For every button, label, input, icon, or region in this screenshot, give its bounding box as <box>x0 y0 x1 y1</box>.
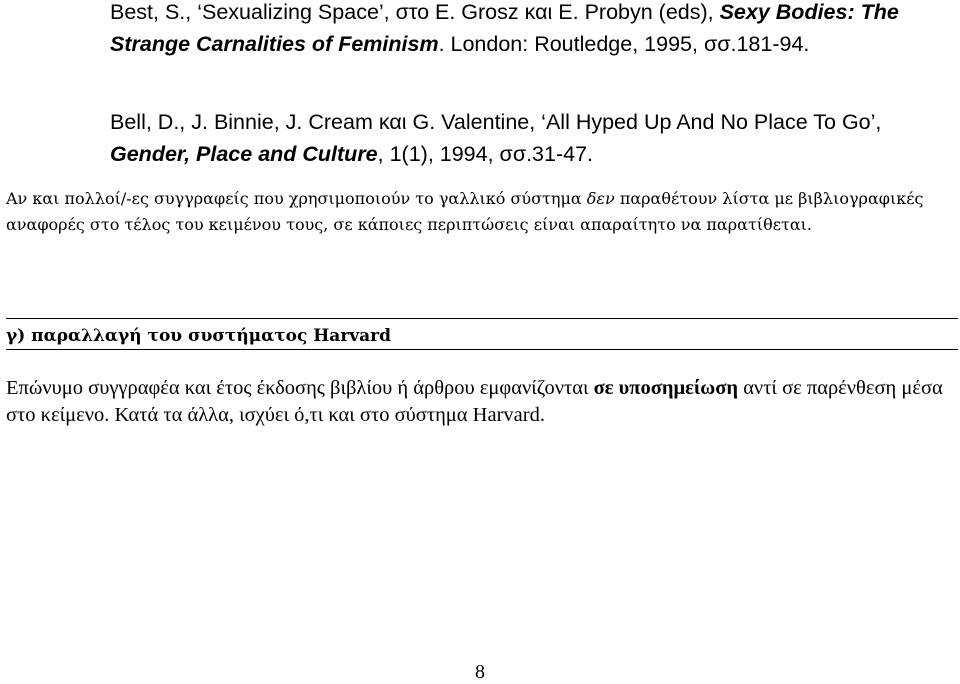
reference-best <box>110 0 950 60</box>
reference-bell-prefix: Bell, D., J. Binnie, J. Cream και G. Valentine, ‘All Hyped Up And No Place To Go’, <box>110 110 882 134</box>
section-rule-top <box>6 318 958 319</box>
note-text-before: Αν και πολλοί/-ες συγγραφείς που χρησιμοποιούν το γαλλικό σύστημα <box>6 189 587 208</box>
section-rule-bottom <box>6 349 958 350</box>
reference-bell-suffix: , 1(1), 1994, σσ.31-47. <box>377 142 594 166</box>
note-text-after: παραθέτουν λίστα με βιβλιογραφικές αναφορές στο τέλος του κειμένου τους, σε κάποιες περιπτώσεις είναι απαραίτητο να παρατίθεται. <box>6 189 924 234</box>
harvard-variant-paragraph <box>6 375 958 429</box>
note-emphasis: δεν <box>586 189 615 208</box>
section-heading: γ) παραλλαγή του συστήματος Harvard <box>6 326 392 346</box>
harvard-emphasis: σε υποσημείωση <box>593 377 739 399</box>
reference-best-suffix: . London: Routledge, 1995, σσ.181-94. <box>438 32 810 56</box>
reference-bell <box>110 106 950 170</box>
page-number: 8 <box>475 661 485 683</box>
reference-best-prefix: Best, S., ‘Sexualizing Space’, στο E. Grosz και E. Probyn (eds), <box>110 0 720 24</box>
french-system-note <box>6 186 956 238</box>
reference-bell-title: Gender, Place and Culture <box>110 142 378 166</box>
reference-best-title: Sexy Bodies: The Strange Carnalities of Feminism <box>110 0 899 56</box>
harvard-text-after: αντί σε παρένθεση μέσα στο κείμενο. Κατά τα άλλα, ισχύει ό,τι και στο σύστημα Harvard. <box>6 377 943 426</box>
harvard-text-before: Επώνυμο συγγραφέα και έτος έκδοσης βιβλίου ή άρθρου εμφανίζονται <box>6 377 594 399</box>
